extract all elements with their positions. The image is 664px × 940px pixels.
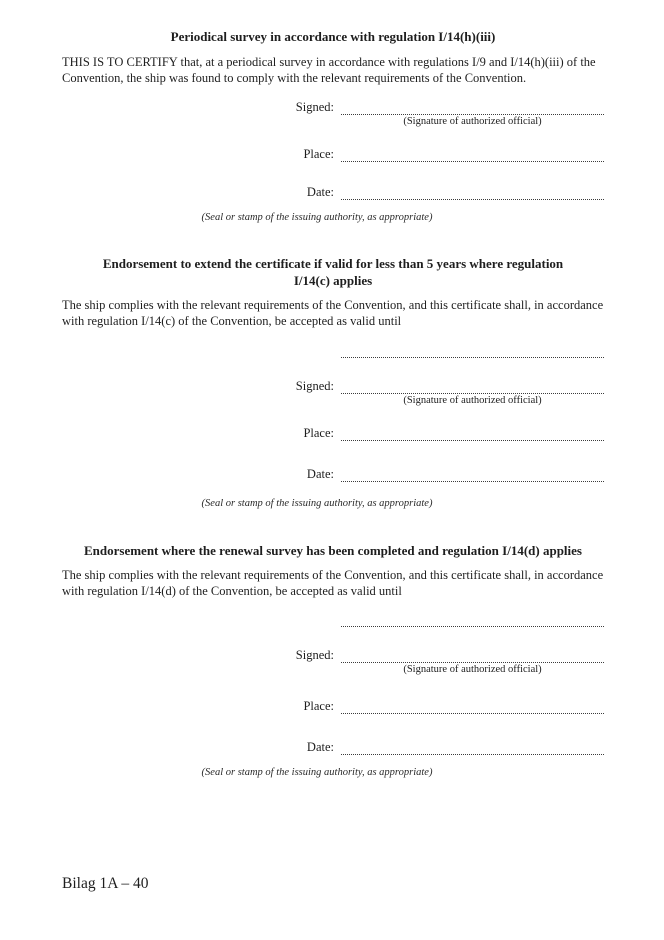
signed-label: Signed:: [295, 379, 334, 393]
place-label: Place:: [303, 426, 334, 440]
section-body: The ship complies with the relevant requirements of the Convention, and this certificate shall, in accordance with regulation I/14(d) of the Convention, be accepted as valid until: [62, 568, 604, 598]
date-line: [341, 741, 604, 755]
signature-caption: (Signature of authorized official): [403, 395, 542, 406]
place-label: Place:: [303, 147, 334, 161]
date-label: Date:: [306, 740, 334, 754]
section-title: [62, 542, 604, 559]
seal-stamp-caption: (Seal or stamp of the issuing authority, as appropriate): [201, 767, 433, 778]
section-periodical-survey: [62, 28, 604, 224]
place-field-row: [62, 698, 604, 714]
date-label: Date:: [306, 185, 334, 199]
section-title-line: I/14(c) applies: [293, 273, 373, 288]
signed-label: Signed:: [295, 100, 334, 114]
signature-caption: (Signature of authorized official): [403, 664, 542, 675]
section-title-line: Periodical survey in accordance with regulation I/14(h)(iii): [170, 29, 496, 44]
place-line: [341, 700, 604, 714]
section-title-line: Endorsement to extend the certificate if valid for less than 5 years where regulation: [102, 256, 564, 271]
signed-line: [341, 380, 604, 394]
section-body: THIS IS TO CERTIFY that, at a periodical survey in accordance with regulations I/9 and I/14(h)(iii) of the Convention, the ship was found to comply with the relevant requirements of the Convention.: [62, 55, 596, 85]
signature-caption: (Signature of authorized official): [403, 116, 542, 127]
valid-until-line: [341, 345, 604, 358]
section-title: [62, 28, 604, 45]
signed-label: Signed:: [295, 648, 334, 662]
place-field-row: [62, 146, 604, 162]
date-line: [341, 468, 604, 482]
signed-field-row: [62, 647, 604, 663]
page-footer: Bilag 1A – 40: [62, 875, 149, 892]
place-label: Place:: [303, 699, 334, 713]
signed-line: [341, 101, 604, 115]
signed-line: [341, 649, 604, 663]
date-field-row: [62, 466, 604, 482]
seal-stamp-caption: (Seal or stamp of the issuing authority, as appropriate): [201, 212, 433, 223]
section-title: [62, 255, 604, 289]
date-label: Date:: [306, 467, 334, 481]
place-line: [341, 148, 604, 162]
place-line: [341, 427, 604, 441]
seal-stamp-caption: (Seal or stamp of the issuing authority, as appropriate): [201, 498, 433, 509]
signed-field-row: [62, 378, 604, 394]
section-endorsement-extend: [62, 255, 604, 510]
date-line: [341, 186, 604, 200]
section-endorsement-renewal: [62, 542, 604, 779]
place-field-row: [62, 425, 604, 441]
section-body: The ship complies with the relevant requirements of the Convention, and this certificate shall, in accordance with regulation I/14(c) of the Convention, be accepted as valid until: [62, 298, 604, 328]
date-field-row: [62, 739, 604, 755]
signed-field-row: [62, 99, 604, 115]
date-field-row: [62, 184, 604, 200]
section-title-line: Endorsement where the renewal survey has been completed and regulation I/14(d) applies: [84, 543, 582, 558]
valid-until-line: [341, 614, 604, 627]
